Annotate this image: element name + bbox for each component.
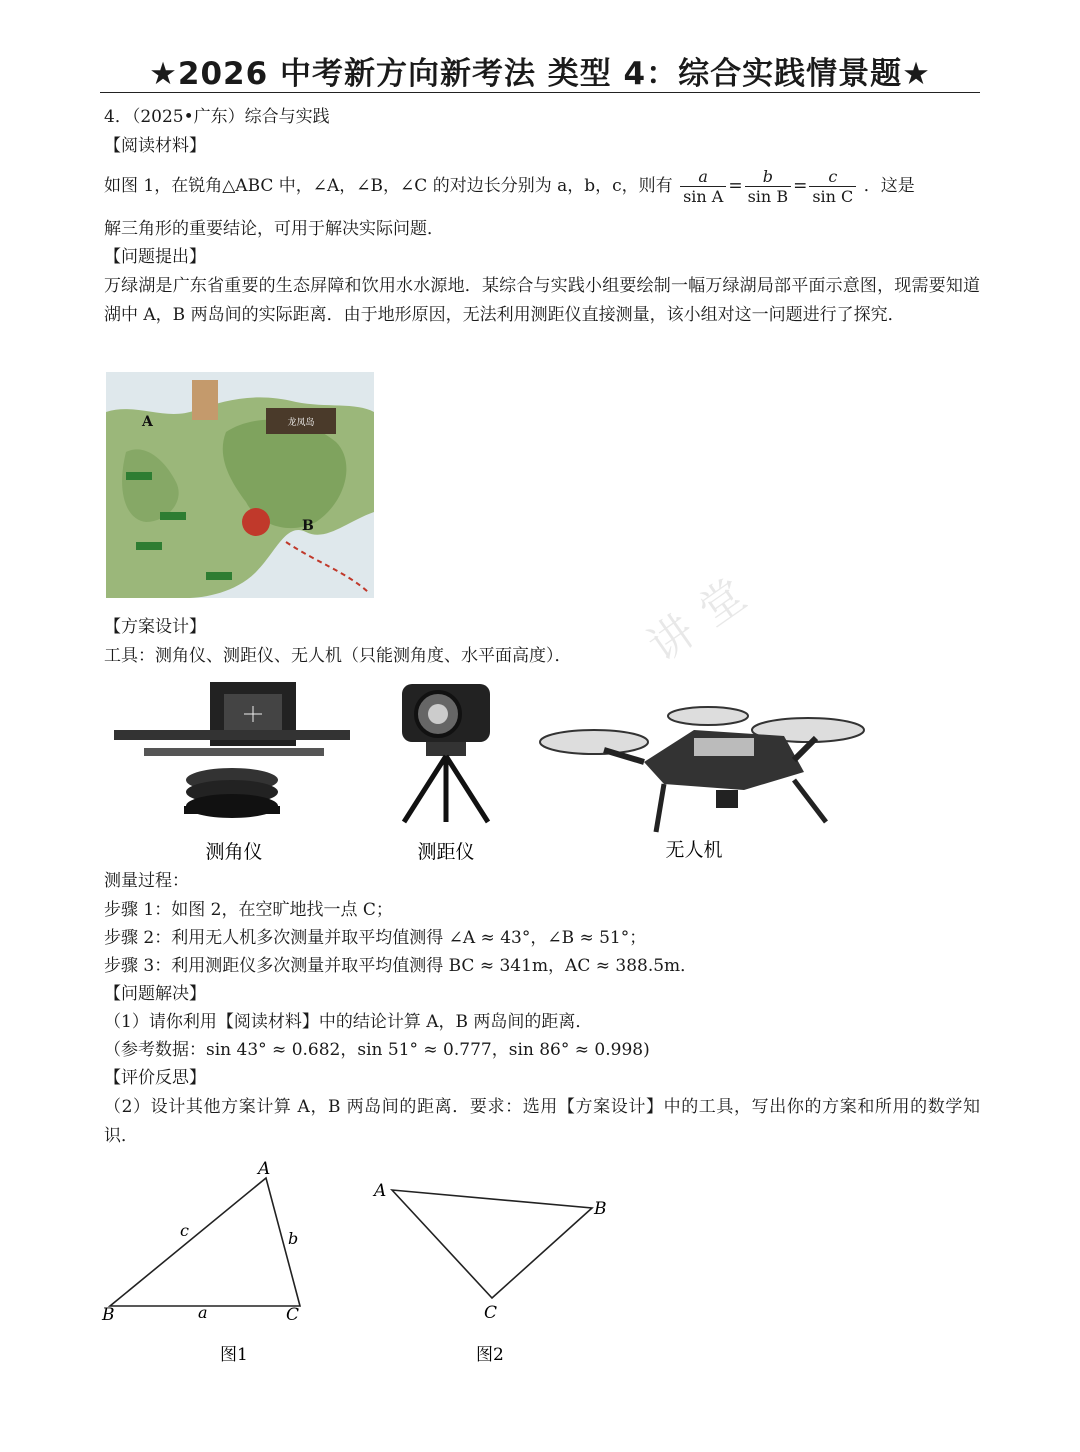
- fig2-caption: 图2: [476, 1345, 504, 1365]
- measure-step1: 步骤 1：如图 2，在空旷地找一点 C；: [104, 900, 393, 920]
- figure-1: [101, 1159, 300, 1365]
- design-heading: 【方案设计】: [104, 617, 206, 637]
- reading-formula-line: [104, 164, 915, 208]
- fig1-vertex-b: B: [102, 1305, 115, 1325]
- equals-sign-1: =: [728, 176, 743, 196]
- tool-caption-goniometer: 测角仪: [205, 841, 263, 863]
- design-tools: 工具：测角仪、测距仪、无人机（只能测角度、水平面高度）．: [104, 646, 572, 666]
- fraction-b-den: sin B: [747, 187, 789, 206]
- lake-map-image: [106, 372, 374, 598]
- reflect-q2: （2）设计其他方案计算 A，B 两岛间的距离．要求：选用【方案设计】中的工具，写出你的方案和所用的数学知识．: [104, 1097, 980, 1146]
- fraction-c-num: c: [809, 167, 856, 187]
- fig1-side-a: a: [198, 1303, 208, 1322]
- measure-step3: 步骤 3：利用测距仪多次测量并取平均值测得 BC ≈ 341m，AC ≈ 388.5m．: [104, 956, 698, 976]
- solve-q1: （1）请你利用【阅读材料】中的结论计算 A，B 两岛间的距离．: [104, 1012, 593, 1032]
- reading-line2: 解三角形的重要结论，可用于解决实际问题．: [104, 219, 444, 239]
- solve-reference: （参考数据：sin 43° ≈ 0.682，sin 51° ≈ 0.777，sin 86° ≈ 0.998): [104, 1040, 650, 1060]
- reflect-heading: 【评价反思】: [104, 1068, 206, 1088]
- fig2-vertex-b: B: [594, 1199, 607, 1219]
- question-heading: 【问题提出】: [104, 247, 206, 267]
- measure-step2: 步骤 2：利用无人机多次测量并取平均值测得 ∠A ≈ 43°，∠B ≈ 51°；: [104, 928, 647, 948]
- reading-heading: 【阅读材料】: [104, 136, 206, 156]
- problem-source: 4．（2025•广东）综合与实践: [104, 107, 330, 127]
- question-text: 万绿湖是广东省重要的生态屏障和饮用水水源地．某综合与实践小组要绘制一幅万绿湖局部平面示意图，现需要知道湖中 A，B 两岛间的实际距离．由于地形原因，无法利用测距仪直接测量，该小组对这一问题进行了探究．: [104, 276, 980, 325]
- figure-2: [372, 1181, 607, 1365]
- watermark: 讲堂: [639, 559, 770, 673]
- goniometer-icon: [114, 682, 350, 818]
- fraction-c-den: sin C: [812, 187, 854, 206]
- rangefinder-icon: [402, 684, 490, 822]
- geometry-figures: [96, 1150, 636, 1376]
- tool-caption-rangefinder: 测距仪: [417, 841, 475, 863]
- fraction-b: [745, 167, 791, 206]
- fraction-a-den: sin A: [683, 187, 724, 206]
- map-point-a: A: [142, 414, 153, 430]
- measure-intro: 测量过程：: [104, 871, 189, 891]
- page-title: ★2026 中考新方向新考法 类型 4：综合实践情景题★: [149, 56, 931, 92]
- fig2-vertex-c: C: [484, 1303, 498, 1323]
- reading-text-after: ．这是: [863, 176, 915, 196]
- map-island-label: 龙凤岛: [287, 418, 315, 428]
- map-point-b: B: [302, 518, 314, 534]
- fraction-b-num: b: [745, 167, 791, 187]
- fig1-vertex-a: A: [258, 1159, 271, 1179]
- reading-text-before: 如图 1，在锐角△ABC 中，∠A，∠B，∠C 的对边长分别为 a，b，c，则有: [104, 176, 673, 196]
- tool-caption-drone: 无人机: [665, 839, 723, 861]
- fraction-c: [809, 167, 856, 206]
- fraction-a-num: a: [680, 167, 726, 187]
- fig1-side-c: c: [180, 1221, 189, 1240]
- equals-sign-2: =: [793, 176, 808, 196]
- fraction-a: [680, 167, 726, 206]
- fig1-vertex-c: C: [286, 1305, 300, 1325]
- fig2-vertex-a: A: [374, 1181, 387, 1201]
- title-divider: [100, 92, 980, 93]
- solve-heading: 【问题解决】: [104, 984, 206, 1004]
- drone-icon: [540, 707, 864, 832]
- fig1-side-b: b: [288, 1229, 299, 1248]
- fig1-caption: 图1: [220, 1345, 248, 1365]
- tools-illustration: [104, 672, 880, 870]
